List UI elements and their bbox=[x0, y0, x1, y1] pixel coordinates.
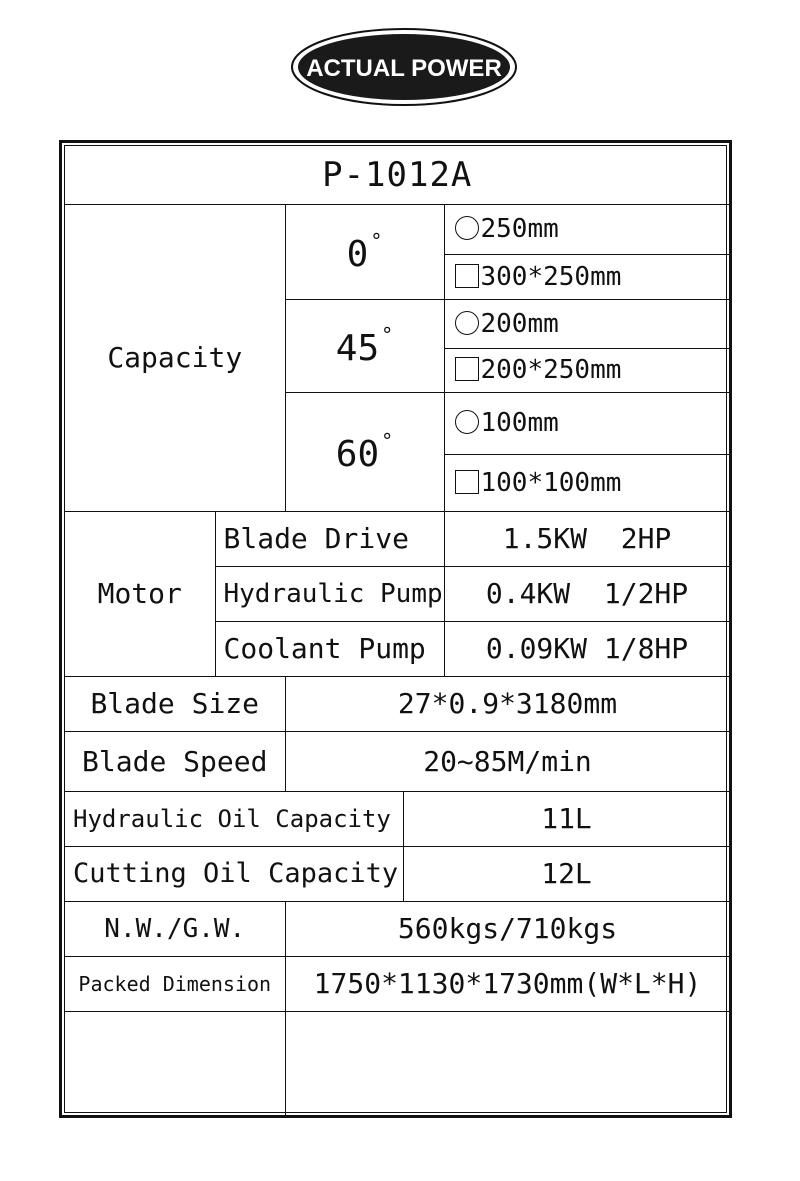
spec-sheet bbox=[59, 140, 732, 1118]
capacity-angle-0: 0 ° bbox=[285, 204, 444, 299]
round-stock-icon bbox=[455, 311, 479, 335]
hydraulic-oil-label: Hydraulic Oil Capacity bbox=[65, 791, 403, 846]
blade-size-label: Blade Size bbox=[65, 676, 285, 731]
square-stock-icon bbox=[455, 470, 479, 494]
capacity-0-rect: 300*250mm bbox=[444, 254, 730, 299]
packed-dimension-label: Packed Dimension bbox=[65, 956, 285, 1011]
empty-value-cell bbox=[285, 1011, 730, 1117]
weight-label: N.W./G.W. bbox=[65, 901, 285, 956]
capacity-angle-45: 45 ° bbox=[285, 299, 444, 392]
square-stock-icon bbox=[455, 357, 479, 381]
brand-logo bbox=[290, 27, 518, 107]
blade-speed-label: Blade Speed bbox=[65, 731, 285, 791]
blade-speed-value: 20~85M/min bbox=[285, 731, 730, 791]
cutting-oil-label: Cutting Oil Capacity bbox=[65, 846, 403, 901]
motor-hydraulic-pump-value: 0.4KW 1/2HP bbox=[444, 566, 730, 621]
packed-dimension-value: 1750*1130*1730mm(W*L*H) bbox=[285, 956, 730, 1011]
motor-label: Motor bbox=[65, 511, 215, 676]
motor-coolant-pump-value: 0.09KW 1/8HP bbox=[444, 621, 730, 676]
weight-value: 560kgs/710kgs bbox=[285, 901, 730, 956]
capacity-angle-60: 60 ° bbox=[285, 392, 444, 511]
capacity-45-rect: 200*250mm bbox=[444, 348, 730, 392]
spec-table bbox=[65, 146, 731, 1117]
model-title: P-1012A bbox=[65, 146, 730, 204]
motor-blade-drive-label: Blade Drive bbox=[215, 511, 444, 566]
capacity-60-round: 100mm bbox=[444, 392, 730, 454]
capacity-45-round: 200mm bbox=[444, 299, 730, 348]
capacity-0-round: 250mm bbox=[444, 204, 730, 254]
cutting-oil-value: 12L bbox=[403, 846, 730, 901]
logo-text: ACTUAL POWER bbox=[306, 55, 502, 82]
capacity-label: Capacity bbox=[65, 204, 285, 511]
hydraulic-oil-value: 11L bbox=[403, 791, 730, 846]
capacity-60-rect: 100*100mm bbox=[444, 454, 730, 511]
round-stock-icon bbox=[455, 216, 479, 240]
motor-blade-drive-value: 1.5KW 2HP bbox=[444, 511, 730, 566]
square-stock-icon bbox=[455, 264, 479, 288]
motor-hydraulic-pump-label: Hydraulic Pump bbox=[215, 566, 444, 621]
round-stock-icon bbox=[455, 410, 479, 434]
blade-size-value: 27*0.9*3180mm bbox=[285, 676, 730, 731]
empty-label-cell bbox=[65, 1011, 285, 1117]
motor-coolant-pump-label: Coolant Pump bbox=[215, 621, 444, 676]
